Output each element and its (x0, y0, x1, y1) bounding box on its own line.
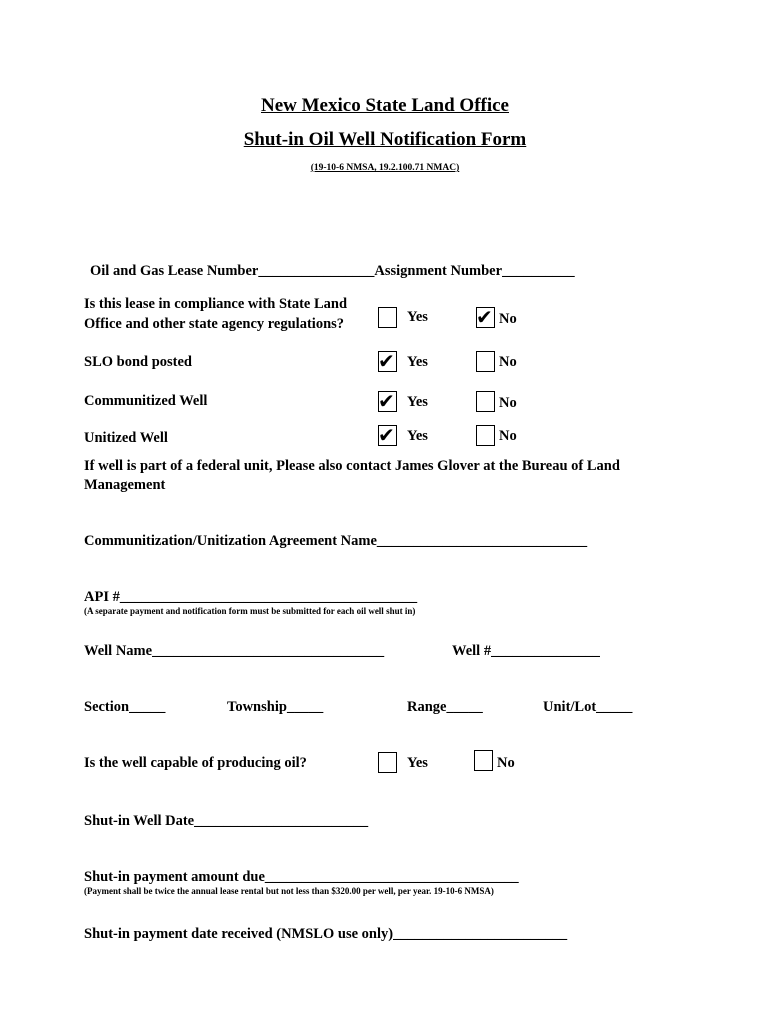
bond-question: SLO bond posted (84, 354, 192, 370)
unitized-yes-label: Yes (407, 428, 428, 444)
payment-note: (Payment shall be twice the annual lease rental but not less than $320.00 per well, per year. 19-10-6 NMSA) (84, 886, 494, 896)
capable-yes-checkbox[interactable] (378, 752, 397, 773)
township-label: Township (227, 699, 287, 715)
range-label: Range (407, 699, 447, 715)
assignment-number-label: Assignment Number (374, 263, 503, 279)
agreement-name-blank[interactable]: _____________________________ (376, 533, 588, 549)
api-note: (A separate payment and notification form must be submitted for each oil well shut in) (84, 606, 416, 616)
lease-number-field[interactable] (90, 263, 575, 280)
capable-question: Is the well capable of producing oil? (84, 755, 307, 771)
township-blank[interactable]: _____ (286, 699, 324, 715)
unitized-question: Unitized Well (84, 430, 168, 446)
lease-number-label: Oil and Gas Lease Number (90, 263, 259, 279)
api-number-blank[interactable]: _________________________________________ (119, 589, 418, 605)
well-number-blank[interactable]: _______________ (491, 643, 600, 659)
compliance-no-checkbox[interactable] (476, 307, 495, 328)
agency-title: New Mexico State Land Office (261, 95, 509, 116)
bond-no-checkbox[interactable] (476, 351, 495, 372)
well-number-label: Well # (452, 643, 492, 659)
bond-yes-checkbox[interactable] (378, 351, 397, 372)
compliance-yes-label: Yes (407, 309, 428, 325)
agreement-name-label: Communitization/Unitization Agreement Name (84, 533, 377, 549)
form-title: Shut-in Oil Well Notification Form (243, 129, 527, 150)
compliance-no-label: No (499, 311, 517, 327)
federal-unit-note-line2: Management (84, 477, 166, 493)
township-field[interactable] (227, 699, 323, 716)
bond-yes-label: Yes (407, 354, 428, 370)
section-blank[interactable]: _____ (129, 699, 166, 715)
communitized-question: Communitized Well (84, 393, 208, 409)
unit-lot-field[interactable] (543, 699, 632, 716)
well-number-field[interactable] (452, 643, 600, 660)
capable-no-checkbox[interactable] (474, 750, 493, 771)
section-field[interactable] (84, 699, 165, 716)
unitized-no-label: No (499, 428, 517, 444)
payment-amount-label: Shut-in payment amount due (84, 869, 265, 885)
api-number-field[interactable] (84, 589, 417, 606)
statute-citation: (19-10-6 NMSA, 19.2.100.71 NMAC) (310, 163, 460, 173)
payment-amount-field[interactable] (84, 869, 519, 886)
agreement-name-field[interactable] (84, 533, 587, 550)
shutin-date-label: Shut-in Well Date (84, 813, 195, 829)
range-field[interactable] (407, 699, 483, 716)
range-blank[interactable]: _____ (446, 699, 483, 715)
payment-date-blank[interactable]: ________________________ (393, 926, 568, 942)
unitized-no-checkbox[interactable] (476, 425, 495, 446)
communitized-yes-checkbox[interactable] (378, 391, 397, 412)
check-mark-icon: ✔ (378, 349, 395, 373)
payment-amount-blank[interactable]: ___________________________________ (264, 869, 519, 885)
lease-number-blank[interactable]: ________________ (258, 263, 375, 279)
well-name-label: Well Name (84, 643, 153, 659)
shutin-date-field[interactable] (84, 813, 368, 830)
well-name-blank[interactable]: ________________________________ (152, 643, 385, 659)
communitized-yes-label: Yes (407, 394, 428, 410)
bond-no-label: No (499, 354, 517, 370)
section-label: Section (84, 699, 130, 715)
communitized-no-label: No (499, 395, 517, 411)
check-mark-icon: ✔ (476, 305, 493, 329)
communitized-no-checkbox[interactable] (476, 391, 495, 412)
compliance-question-line1: Is this lease in compliance with State Land (84, 296, 348, 312)
well-name-field[interactable] (84, 643, 384, 660)
capable-yes-label: Yes (407, 755, 428, 771)
payment-date-field[interactable] (84, 926, 567, 943)
compliance-yes-checkbox[interactable] (378, 307, 397, 328)
check-mark-icon: ✔ (378, 389, 395, 413)
capable-no-label: No (497, 755, 515, 771)
api-number-label: API # (84, 589, 120, 605)
assignment-number-blank[interactable]: __________ (502, 263, 575, 279)
shutin-date-blank[interactable]: ________________________ (194, 813, 369, 829)
federal-unit-note-line1: If well is part of a federal unit, Please also contact James Glover at the Bureau of Land (84, 458, 620, 474)
compliance-question-line2: Office and other state agency regulations? (84, 316, 345, 332)
unitized-yes-checkbox[interactable] (378, 425, 397, 446)
check-mark-icon: ✔ (378, 423, 395, 447)
payment-date-label: Shut-in payment date received (NMSLO use only) (84, 926, 394, 942)
unit-lot-label: Unit/Lot (543, 699, 597, 715)
unit-lot-blank[interactable]: _____ (596, 699, 633, 715)
